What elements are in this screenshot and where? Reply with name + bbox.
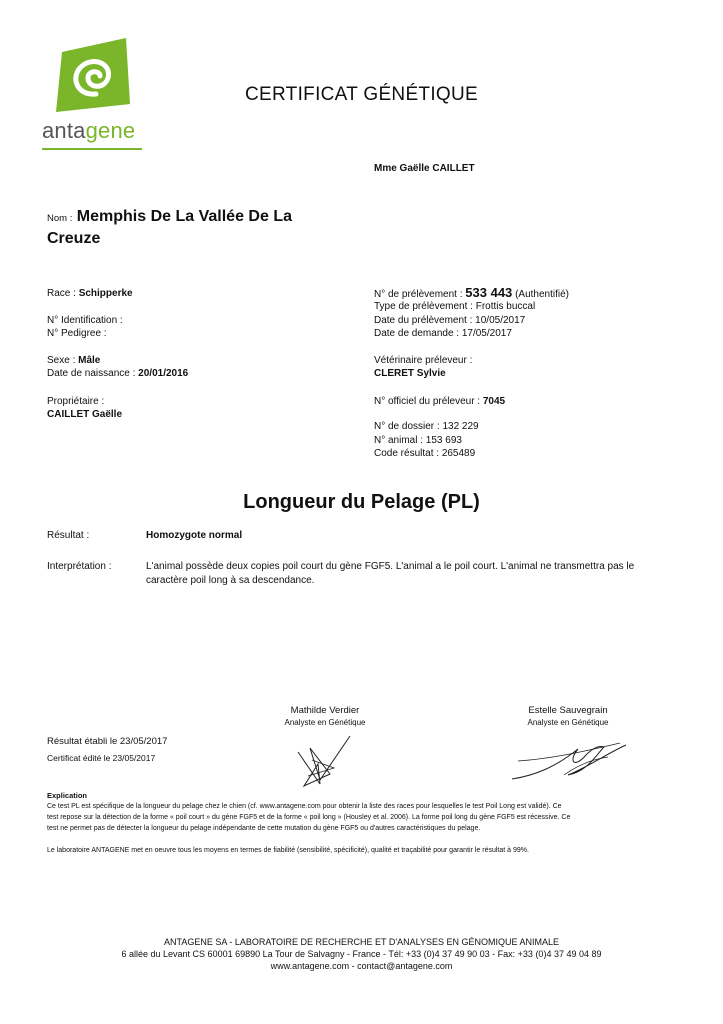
official-row bbox=[374, 396, 505, 407]
test-title: Longueur du Pelage (PL) bbox=[243, 491, 480, 513]
vet-label: Vétérinaire préleveur : bbox=[374, 355, 473, 366]
signature-left-name: Mathilde Verdier bbox=[290, 705, 360, 716]
animal-name-line1: Memphis De La Vallée De La bbox=[76, 208, 292, 225]
official-label: N° officiel du préleveur : bbox=[374, 396, 481, 407]
breed-row bbox=[47, 288, 133, 299]
signature-right-block bbox=[498, 705, 638, 727]
official-value: 7045 bbox=[482, 396, 506, 407]
explanation-line2: test repose sur la détection de la forme « poil court » du gène FGF5 et de la forme « poil long » (Housley et al. 2006). La forme poil long du gène FGF5 est récessive. Ce bbox=[47, 814, 571, 821]
sample-date: Date du prélèvement : 10/05/2017 bbox=[374, 315, 526, 326]
interpretation-label: Interprétation : bbox=[47, 561, 112, 572]
animal-name-row bbox=[47, 208, 292, 226]
signature-right-icon bbox=[508, 735, 638, 785]
sample-number-value: 533 443 bbox=[465, 285, 513, 300]
breed-value: Schipperke bbox=[78, 288, 133, 299]
certificate-title: CERTIFICAT GÉNÉTIQUE bbox=[245, 84, 478, 105]
signature-right-name: Estelle Sauvegrain bbox=[528, 705, 608, 716]
request-date: Date de demande : 17/05/2017 bbox=[374, 328, 512, 339]
identification-label: N° Identification : bbox=[47, 315, 123, 326]
owner-value: CAILLET Gaëlle bbox=[47, 409, 123, 420]
logo-wordmark: antagene bbox=[42, 118, 136, 143]
footer-contact: www.antagene.com - contact@antagene.com bbox=[270, 961, 453, 971]
animal-number: N° animal : 153 693 bbox=[374, 435, 462, 446]
signature-left-icon bbox=[290, 730, 360, 790]
sample-type: Type de prélèvement : Frottis buccal bbox=[374, 301, 536, 312]
sex-row bbox=[47, 355, 100, 366]
breed-label: Race : bbox=[47, 288, 76, 299]
explanation-line3: test ne permet pas de détecter la longueur du pelage indépendante de cette mutation du gène FGF5 ou d'autres caractéristiques du pelage. bbox=[47, 825, 481, 832]
certificate-edited-date: Certificat édité le 23/05/2017 bbox=[47, 753, 156, 763]
result-value: Homozygote normal bbox=[146, 530, 243, 541]
sample-number-row bbox=[374, 285, 569, 300]
interpretation-line2: caractère poil long à sa descendance. bbox=[146, 575, 315, 586]
signature-left-block bbox=[255, 705, 395, 727]
sex-value: Mâle bbox=[78, 355, 101, 366]
signature-left-role: Analyste en Génétique bbox=[284, 718, 366, 727]
logo-underline bbox=[42, 148, 142, 150]
explanation-line1: Ce test PL est spécifique de la longueur du pelage chez le chien (cf. www.antagene.com pour obtenir la liste des races pour lesquelles le test Poil Long est validé). Ce bbox=[47, 803, 562, 810]
signature-right-role: Analyste en Génétique bbox=[527, 718, 609, 727]
result-code: Code résultat : 265489 bbox=[374, 448, 476, 459]
client-name: Mme Gaëlle CAILLET bbox=[374, 163, 475, 174]
footer-address: 6 allée du Levant CS 60001 69890 La Tour de Salvagny - France - Tél: +33 (0)4 37 49 90 03 - Fax: +33 (0)4 37 49 04 89 bbox=[121, 949, 602, 959]
sample-number-label: N° de prélèvement : bbox=[374, 289, 463, 300]
reliability-statement: Le laboratoire ANTAGENE met en oeuvre tous les moyens en termes de fiabilité (sensibilité, spécificité), qualité et traçabilité pour garantir le résultat à 99%. bbox=[47, 847, 529, 854]
sex-label: Sexe : bbox=[47, 355, 76, 366]
vet-value: CLERET Sylvie bbox=[374, 368, 446, 379]
explanation-heading: Explication bbox=[47, 791, 88, 800]
owner-label: Propriétaire : bbox=[47, 396, 105, 407]
animal-name-line2: Creuze bbox=[47, 230, 101, 247]
result-label: Résultat : bbox=[47, 530, 90, 541]
result-established-date: Résultat établi le 23/05/2017 bbox=[47, 736, 168, 747]
birth-label: Date de naissance : bbox=[47, 368, 136, 379]
footer-company: ANTAGENE SA - LABORATOIRE DE RECHERCHE ET D'ANALYSES EN GÉNOMIQUE ANIMALE bbox=[164, 937, 559, 947]
sample-authentic: (Authentifié) bbox=[515, 289, 569, 300]
birth-value: 20/01/2016 bbox=[138, 368, 189, 379]
file-number: N° de dossier : 132 229 bbox=[374, 421, 479, 432]
animal-name-label: Nom : bbox=[47, 213, 73, 224]
pedigree-label: N° Pedigree : bbox=[47, 328, 107, 339]
birth-row bbox=[47, 368, 188, 379]
interpretation-line1: L'animal possède deux copies poil court du gène FGF5. L'animal a le poil court. L'animal ne transmettra pas le bbox=[146, 561, 635, 572]
